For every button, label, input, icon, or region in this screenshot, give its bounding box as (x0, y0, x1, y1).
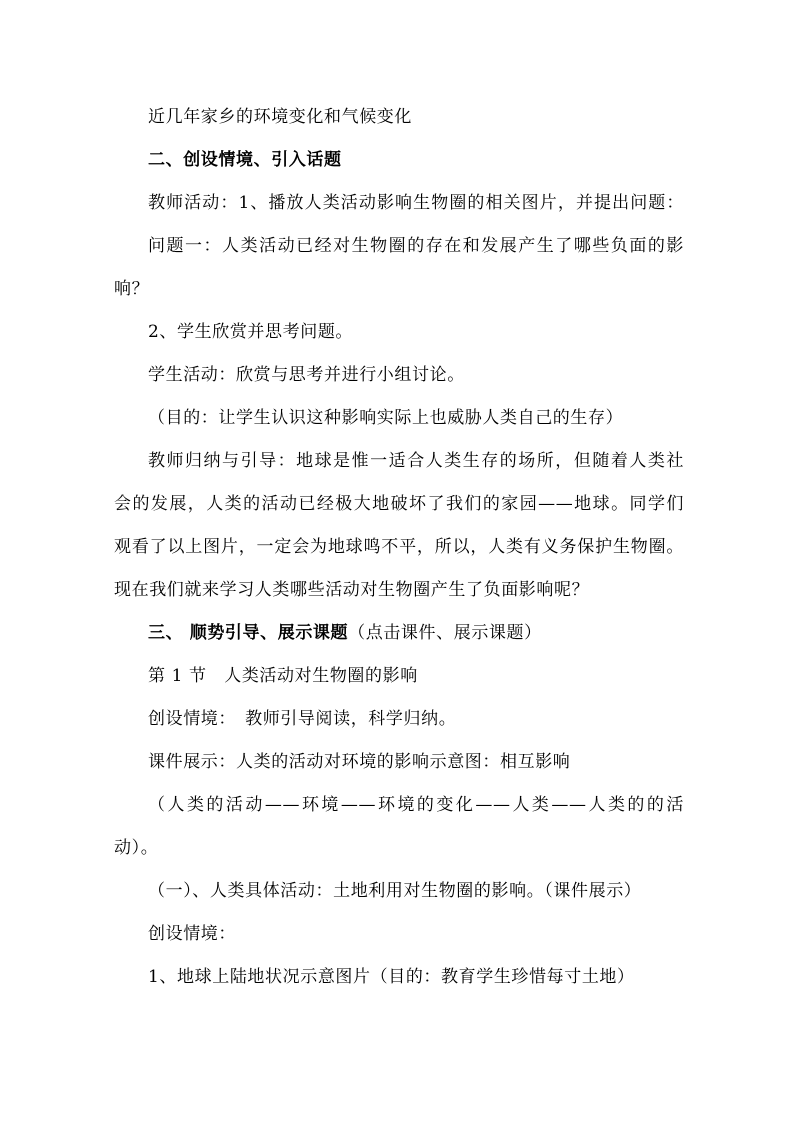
paragraph-line: 学生活动：欣赏与思考并进行小组讨论。 (148, 365, 465, 385)
paragraph-line: 教师活动：1、播放人类活动影响生物圈的相关图片，并提出问题： (148, 193, 684, 213)
paragraph-line: 响？ (114, 279, 150, 299)
paragraph-line: 观看了以上图片，一定会为地球鸣不平，所以，人类有义务保护生物圈。 (114, 537, 684, 557)
paragraph-line: 近几年家乡的环境变化和气候变化 (148, 107, 412, 127)
paragraph-line: 课件展示：人类的活动对环境的影响示意图：相互影响 (148, 752, 571, 772)
paragraph-line: 教师归纳与引导：地球是惟一适合人类生存的场所，但随着人类社 (148, 451, 684, 471)
section-heading-line (148, 623, 718, 643)
paragraph-line: （目的：让学生认识这种影响实际上也威胁人类自己的生存） (148, 408, 624, 428)
paragraph-line: 会的发展，人类的活动已经极大地破坏了我们的家园——地球。同学们 (114, 494, 684, 514)
paragraph-line: 创设情境： (148, 924, 236, 944)
paragraph-line: （人类的活动——环境——环境的变化——人类——人类的的活 (148, 795, 684, 815)
paragraph-line: 现在我们就来学习人类哪些活动对生物圈产生了负面影响呢？ (114, 580, 590, 600)
paragraph-line: 动）。 (114, 838, 159, 858)
paragraph-line: 问题一：人类活动已经对生物圈的存在和发展产生了哪些负面的影 (148, 236, 684, 256)
section-heading-note: （点击课件、展示课题） (348, 623, 542, 643)
section-heading: 三、 顺势引导、展示课题 (148, 623, 349, 643)
paragraph-line: 2、学生欣赏并思考问题。 (148, 322, 354, 342)
section-heading: 二、创设情境、引入话题 (148, 150, 342, 170)
paragraph-line: （一）、人类具体活动：土地利用对生物圈的影响。（课件展示） (148, 881, 642, 901)
paragraph-line: 创设情境： 教师引导阅读，科学归纳。 (148, 709, 457, 729)
paragraph-line: 1、地球上陆地状况示意图片（目的：教育学生珍惜每寸土地） (148, 967, 635, 987)
lesson-title: 第 1 节 人类活动对生物圈的影响 (148, 666, 418, 686)
